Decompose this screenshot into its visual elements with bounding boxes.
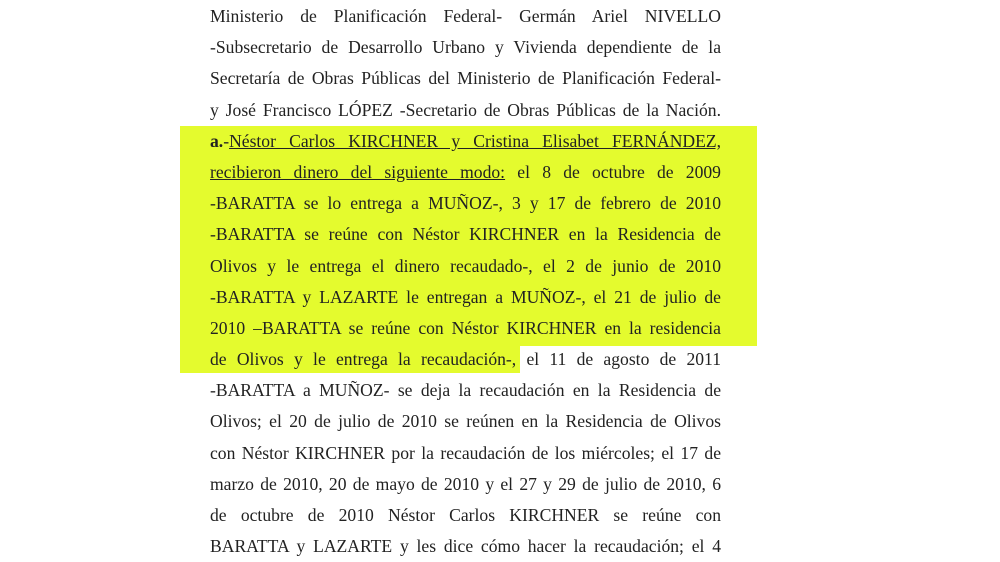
text-segment: el 11 de agosto de 2011 xyxy=(516,349,721,370)
text-line xyxy=(210,344,721,375)
dash: - xyxy=(223,130,230,151)
text-line: Secretaría de Obras Públicas del Ministerio de Planificación Federal- xyxy=(210,68,721,89)
text-line: con Néstor KIRCHNER por la recaudación de los miércoles; el 17 de xyxy=(210,442,721,463)
document-body xyxy=(210,0,721,561)
highlighted-segment: de Olivos y le entrega la recaudación-, xyxy=(210,349,517,370)
text-line: -BARATTA a MUÑOZ- se deja la recaudación en la Residencia de xyxy=(210,380,721,401)
text-line: -BARATTA se reúne con Néstor KIRCHNER en la Residencia de xyxy=(210,224,721,245)
underlined-heading: Néstor Carlos KIRCHNER y Cristina Elisabet FERNÁNDEZ, xyxy=(229,130,721,151)
section-heading-line xyxy=(210,126,721,157)
text-line: 2010 –BARATTA se reúne con Néstor KIRCHNER en la residencia xyxy=(210,317,721,338)
text-line: Olivos; el 20 de julio de 2010 se reúnen en la Residencia de Olivos xyxy=(210,411,721,432)
text-line: -Subsecretario de Desarrollo Urbano y Vivienda dependiente de la xyxy=(210,37,721,58)
text-line: -BARATTA se lo entrega a MUÑOZ-, 3 y 17 de febrero de 2010 xyxy=(210,193,721,214)
text-segment: el 8 de octubre de 2009 xyxy=(505,161,721,182)
text-line: BARATTA y LAZARTE y les dice cómo hacer la recaudación; el 4 xyxy=(210,536,721,557)
text-line: Ministerio de Planificación Federal- Germán Ariel NIVELLO xyxy=(210,6,721,26)
text-line: marzo de 2010, 20 de mayo de 2010 y el 27 y 29 de julio de 2010, 6 xyxy=(210,473,721,494)
text-line: -BARATTA y LAZARTE le entregan a MUÑOZ-, el 21 de julio de xyxy=(210,286,721,307)
underlined-heading: recibieron dinero del siguiente modo: xyxy=(210,161,506,182)
text-line xyxy=(210,157,721,188)
text-line: Olivos y le entrega el dinero recaudado-, el 2 de junio de 2010 xyxy=(210,255,721,276)
section-marker: a. xyxy=(210,130,224,151)
text-line: y José Francisco LÓPEZ -Secretario de Obras Públicas de la Nación. xyxy=(210,99,721,120)
text-line: de octubre de 2010 Néstor Carlos KIRCHNER se reúne con xyxy=(210,505,721,525)
